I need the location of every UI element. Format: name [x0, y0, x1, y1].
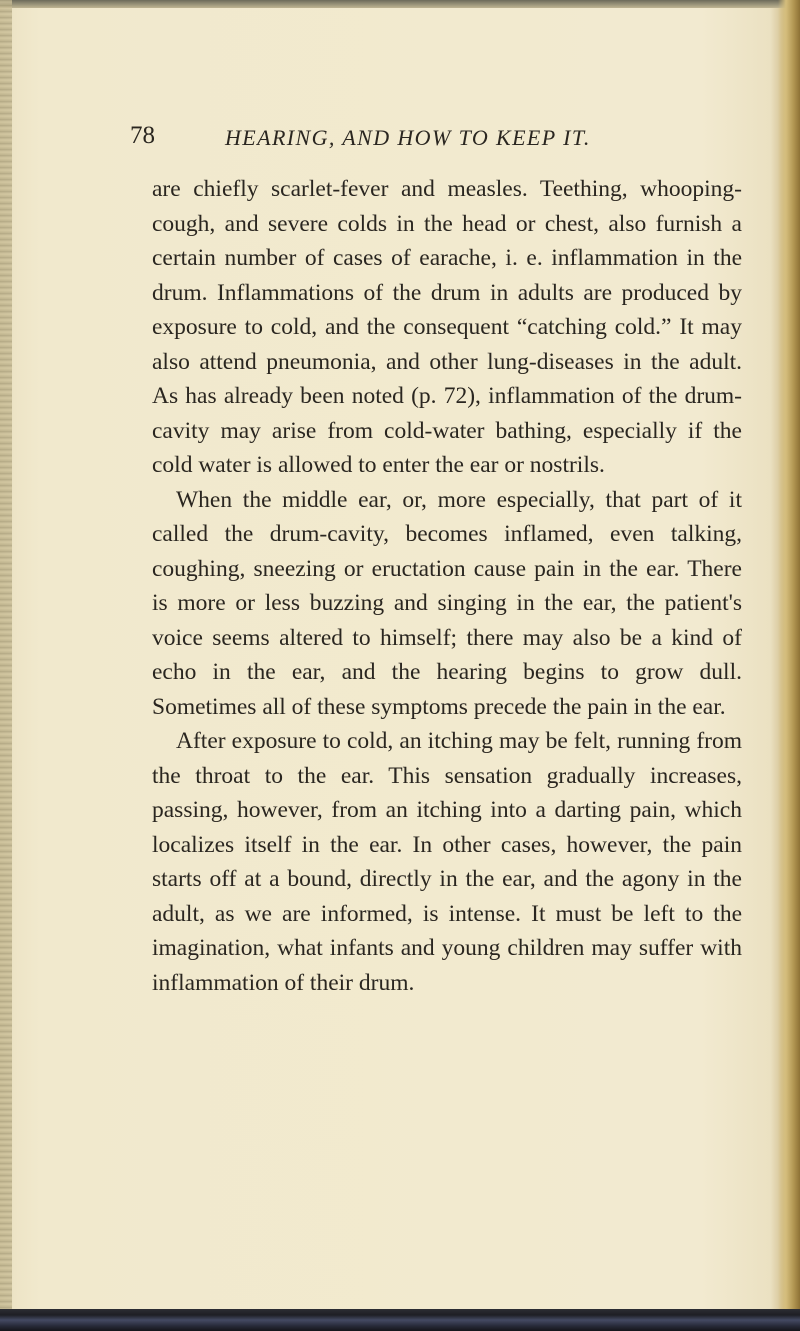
- right-page-edge: [778, 0, 800, 1331]
- book-page: [130, 122, 742, 1000]
- paragraph-3: After exposure to cold, an itching may be felt, running from the throat to the ear. This sensation gradually increases, passing, however, from an itching into a darting pain, which localizes itself in the ear. In other cases, however, the pain starts off at a bound, directly in the ear, and the agony in the adult, as we are informed, is intense. It must be left to the imagination, what infants and young children may suffer with inflammation of their drum.: [152, 728, 742, 996]
- paragraph-2: When the middle ear, or, more especially, that part of it called the drum-cavity, becomes inflamed, even talking, coughing, sneezing or eructation cause pain in the ear. There is more or less buzzing and singing in the ear, the patient's voice seems altered to himself; there may also be a kind of echo in the ear, and the hearing begins to grow dull. Sometimes all of these symptoms precede the pain in the ear.: [152, 486, 742, 720]
- binding-edge: [0, 0, 12, 1331]
- bottom-page-edge: [0, 1309, 800, 1331]
- page-header: [130, 122, 742, 166]
- page-number: 78: [130, 122, 155, 149]
- paragraph-1: are chiefly scarlet-fever and measles. Teething, whooping-cough, and severe colds in the head or chest, also furnish a certain number of cases of earache, i. e. inflammation in the drum. Inflammations of the drum in adults are produced by exposure to cold, and the consequent “catching cold.” It may also attend pneumonia, and other lung-diseases in the adult. As has already been noted (p. 72), inflammation of the drum-cavity may arise from cold-water bathing, especially if the cold water is allowed to enter the ear or nostrils.: [152, 176, 742, 478]
- page-body: [152, 172, 742, 1000]
- running-title: HEARING, AND HOW TO KEEP IT.: [225, 125, 591, 150]
- top-page-edge: [0, 0, 800, 8]
